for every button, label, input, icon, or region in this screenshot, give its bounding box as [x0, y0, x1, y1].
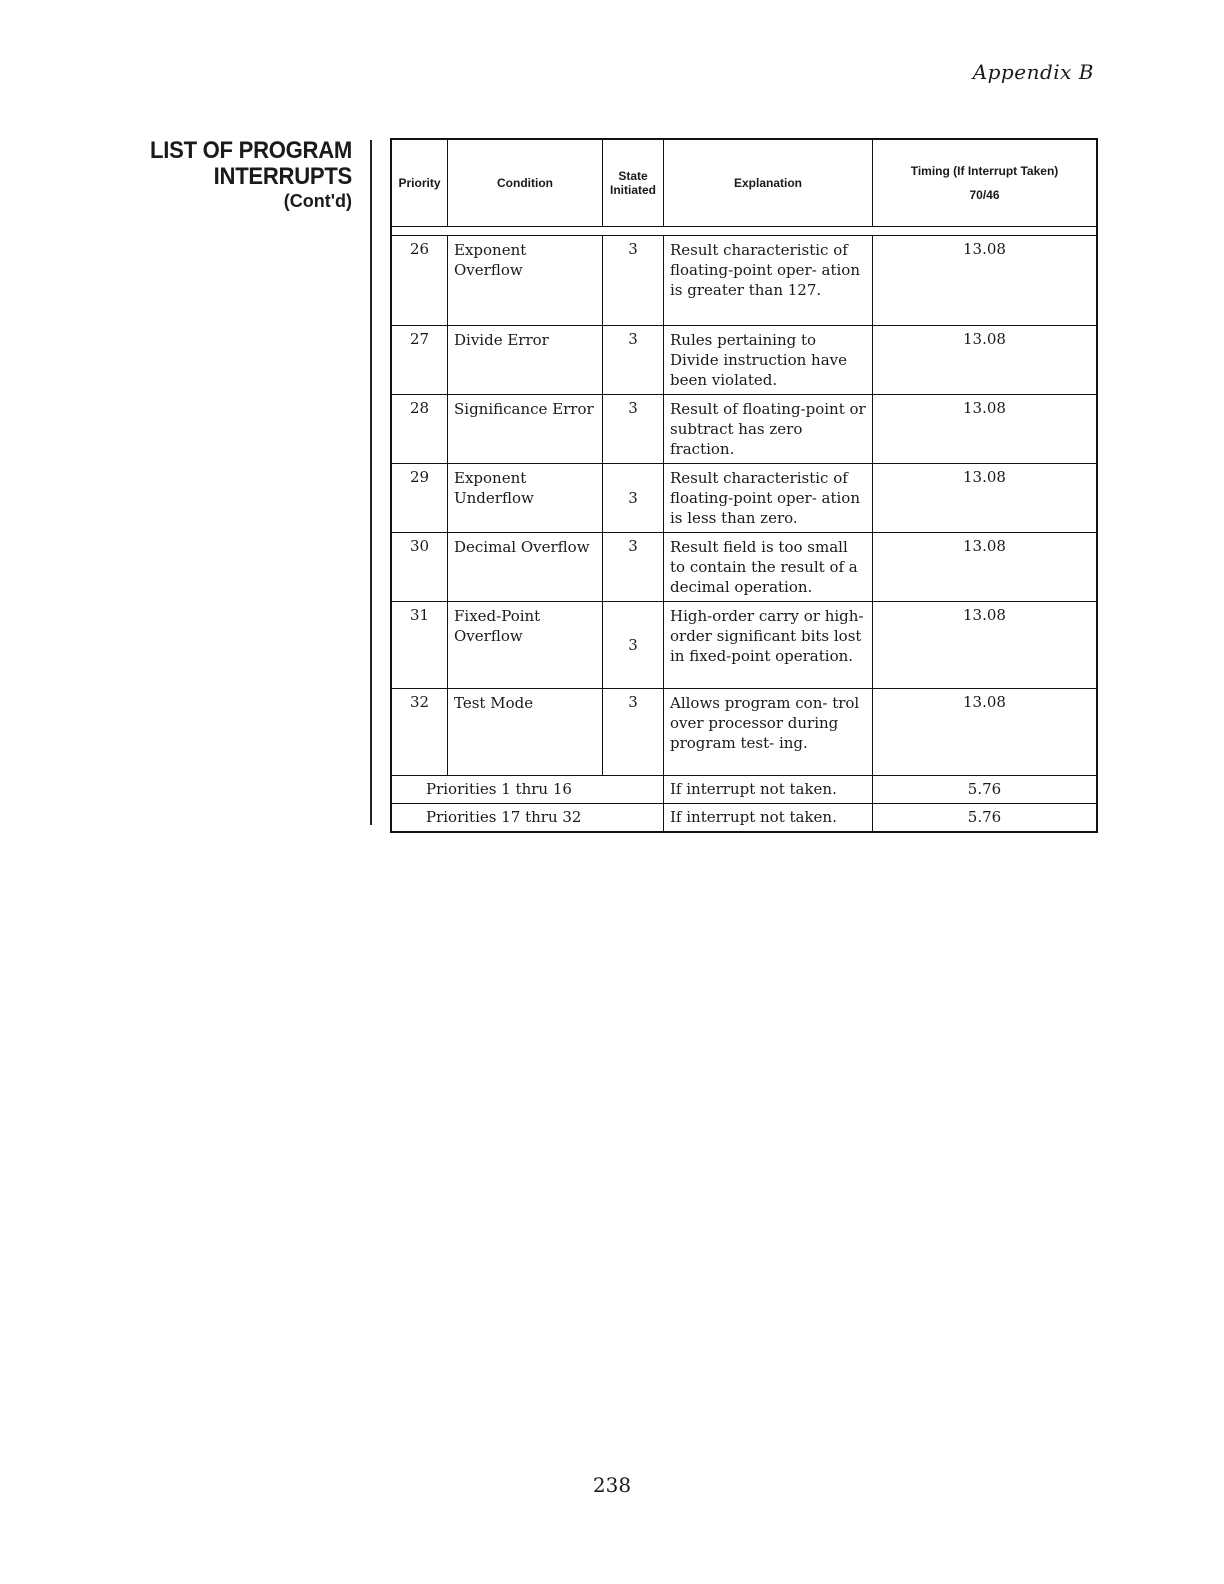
- cell-state: 3: [603, 395, 664, 464]
- cell-priority: 28: [391, 395, 448, 464]
- summary-label: Priorities 1 thru 16: [391, 776, 664, 804]
- cell-priority: 26: [391, 236, 448, 326]
- cell-explanation: Result of floating-point or subtract has zero fraction.: [664, 395, 873, 464]
- cell-explanation: Rules pertaining to Divide instruction have been violated.: [664, 326, 873, 395]
- header-timing-line-2: 70/46: [969, 188, 1000, 202]
- header-state-line-2: Initiated: [609, 183, 656, 197]
- cell-priority: 32: [391, 689, 448, 776]
- cell-explanation: Allows program con- trol over processor during program test- ing.: [664, 689, 873, 776]
- table-row: [391, 689, 1097, 776]
- cell-timing: 13.08: [873, 236, 1098, 326]
- summary-explanation: If interrupt not taken.: [664, 804, 873, 832]
- cell-state: 3: [603, 689, 664, 776]
- table-header-row: [391, 139, 1097, 227]
- header-timing: [873, 139, 1098, 227]
- program-interrupts-table: [390, 138, 1098, 833]
- summary-timing: 5.76: [873, 804, 1098, 832]
- cell-condition: Exponent Underflow: [448, 464, 603, 533]
- section-heading: [120, 138, 352, 212]
- cell-explanation: Result field is too small to contain the result of a decimal operation.: [664, 533, 873, 602]
- summary-row: [391, 776, 1097, 804]
- cell-timing: 13.08: [873, 464, 1098, 533]
- table-row: [391, 464, 1097, 533]
- cell-timing: 13.08: [873, 533, 1098, 602]
- cell-timing: 13.08: [873, 326, 1098, 395]
- cell-timing: 13.08: [873, 602, 1098, 689]
- cell-priority: 31: [391, 602, 448, 689]
- header-state-initiated: [603, 139, 664, 227]
- summary-explanation: If interrupt not taken.: [664, 776, 873, 804]
- cell-explanation: Result characteristic of floating-point oper- ation is less than zero.: [664, 464, 873, 533]
- cell-state: 3: [603, 602, 664, 689]
- cell-condition: Test Mode: [448, 689, 603, 776]
- cell-condition: Exponent Overflow: [448, 236, 603, 326]
- table-row: [391, 602, 1097, 689]
- running-head: Appendix B: [972, 60, 1094, 84]
- cell-state: 3: [603, 464, 664, 533]
- section-heading-continued: (Cont'd): [283, 191, 352, 211]
- cell-state: 3: [603, 533, 664, 602]
- summary-label: Priorities 17 thru 32: [391, 804, 664, 832]
- cell-state: 3: [603, 236, 664, 326]
- table-row: [391, 533, 1097, 602]
- summary-timing: 5.76: [873, 776, 1098, 804]
- section-heading-line-1: LIST OF PROGRAM: [150, 137, 352, 164]
- cell-priority: 30: [391, 533, 448, 602]
- header-timing-line-1: Timing (If Interrupt Taken): [910, 164, 1059, 178]
- cell-priority: 29: [391, 464, 448, 533]
- page-number: 238: [592, 1473, 632, 1497]
- summary-row: [391, 804, 1097, 832]
- cell-timing: 13.08: [873, 395, 1098, 464]
- section-heading-line-2: INTERRUPTS: [213, 163, 352, 190]
- cell-state: 3: [603, 326, 664, 395]
- cell-condition: Fixed-Point Overflow: [448, 602, 603, 689]
- header-condition: Condition: [448, 139, 603, 227]
- cell-explanation: Result characteristic of floating-point oper- ation is greater than 127.: [664, 236, 873, 326]
- cell-condition: Decimal Overflow: [448, 533, 603, 602]
- cell-condition: Divide Error: [448, 326, 603, 395]
- header-priority: Priority: [391, 139, 448, 227]
- margin-rule: [370, 140, 372, 825]
- table-row: [391, 326, 1097, 395]
- header-state-line-1: State: [618, 169, 648, 183]
- header-explanation: Explanation: [664, 139, 873, 227]
- table-row: [391, 395, 1097, 464]
- cell-condition: Significance Error: [448, 395, 603, 464]
- table-row: [391, 236, 1097, 326]
- cell-timing: 13.08: [873, 689, 1098, 776]
- header-separator: [391, 227, 1097, 236]
- cell-priority: 27: [391, 326, 448, 395]
- cell-explanation: High-order carry or high-order significant bits lost in fixed-point operation.: [664, 602, 873, 689]
